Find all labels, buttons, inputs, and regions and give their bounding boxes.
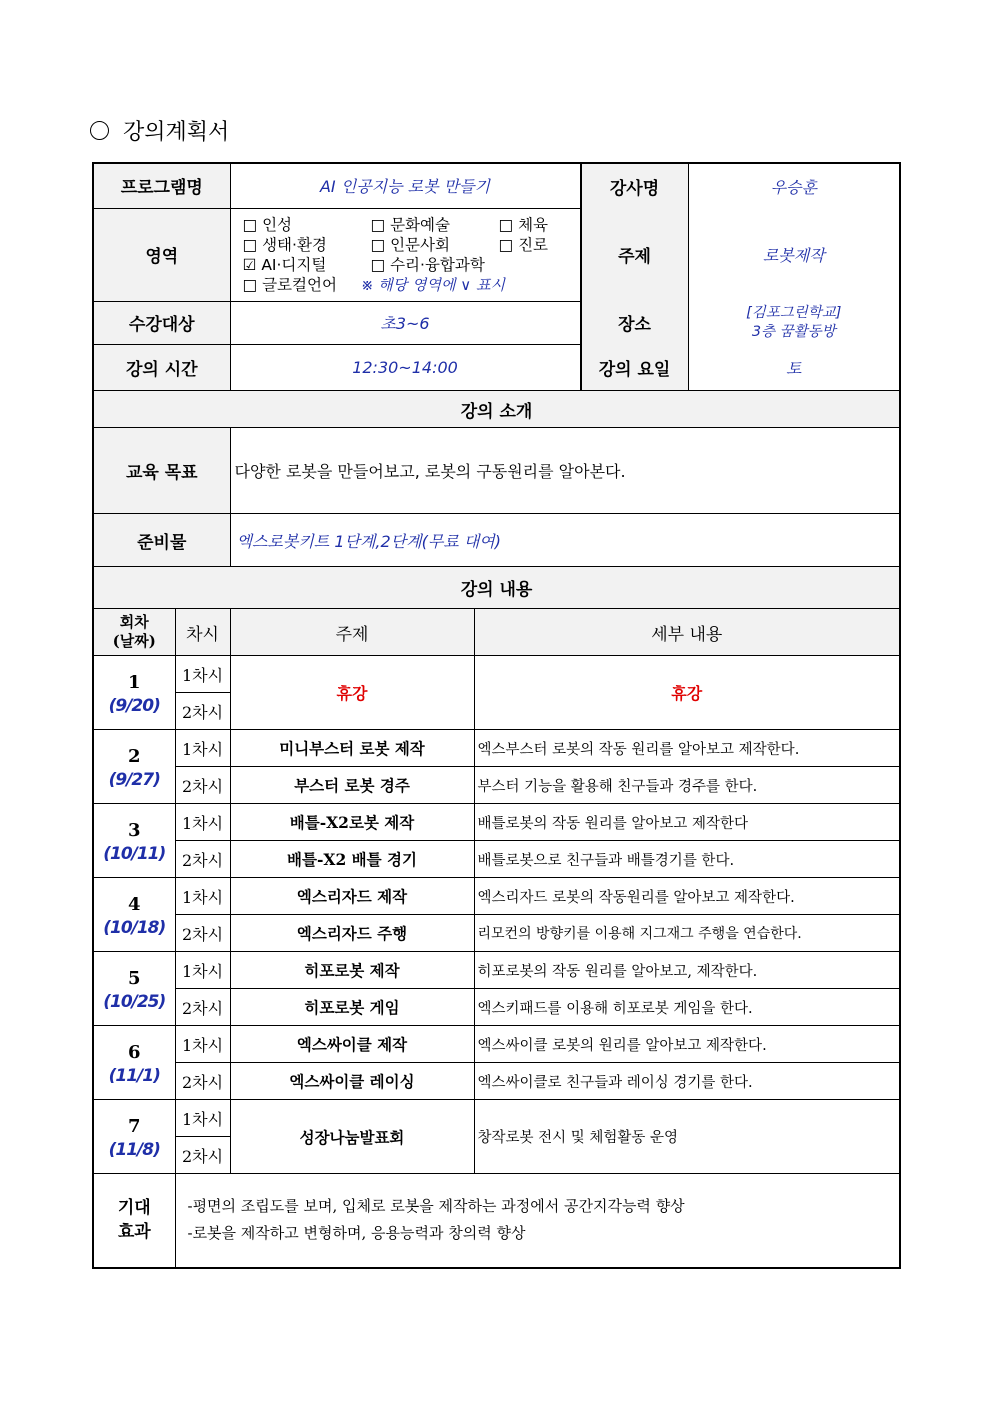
effect-content — [175, 1174, 900, 1268]
area-option-arts[interactable]: □ 문화예술 — [370, 215, 450, 234]
session-topic: 미니부스터 로봇 제작 — [230, 730, 474, 767]
time-value: 12:30~14:00 — [230, 344, 580, 391]
session-topic: 엑스리자드 주행 — [230, 915, 474, 952]
session-number: 1 — [127, 671, 141, 693]
period-cell: 2차시 — [175, 767, 230, 804]
period-cell: 2차시 — [175, 989, 230, 1026]
period-cell: 2차시 — [175, 1063, 230, 1100]
session-date: (9/20) — [108, 695, 160, 716]
area-row-2 — [243, 235, 580, 255]
effect-line1: -평면의 조립도를 보며, 입체로 로봇을 제작하는 과정에서 공간지각능력 향상 — [187, 1197, 685, 1216]
session-1-topic: 휴강 — [230, 656, 474, 730]
time-label: 강의 시간 — [93, 344, 230, 391]
session-number: 3 — [127, 819, 141, 841]
session-date: (10/11) — [103, 843, 166, 864]
session-detail: 엑스싸이클 로봇의 원리를 알아보고 제작한다. — [474, 1026, 900, 1063]
session-topic: 배틀-X2로봇 제작 — [230, 804, 474, 841]
session-number: 7 — [127, 1115, 141, 1137]
session-detail: 배틀로봇의 작동 원리를 알아보고 제작한다 — [474, 804, 900, 841]
goal-label: 교육 목표 — [93, 428, 230, 514]
place-value-line2: 3층 꿈활동방 — [751, 323, 836, 340]
session-topic: 엑스싸이클 제작 — [230, 1026, 474, 1063]
session-5-round — [93, 952, 175, 1026]
period-cell: 1차시 — [175, 878, 230, 915]
session-2-round — [93, 730, 175, 804]
period-cell: 2차시 — [175, 1137, 230, 1174]
session-1-detail: 휴강 — [474, 656, 900, 730]
session-4-round — [93, 878, 175, 952]
topic-label: 주제 — [581, 208, 688, 301]
session-topic: 히포로봇 게임 — [230, 989, 474, 1026]
area-option-global-language[interactable]: □ 글로컬언어 — [242, 275, 337, 294]
instructor-value: 우승훈 — [770, 177, 817, 197]
target-value: 초3~6 — [230, 301, 580, 344]
area-option-ai-digital[interactable]: ☑ AI·디지털 — [242, 255, 327, 274]
header-period: 차시 — [175, 609, 230, 656]
session-detail: 엑스리자드 로봇의 작동원리를 알아보고 제작한다. — [474, 878, 900, 915]
topic-value: 로봇제작 — [762, 246, 825, 265]
session-7-topic: 성장나눔발표회 — [230, 1100, 474, 1174]
document-title-text: 강의계획서 — [123, 120, 230, 145]
header-detail: 세부 내용 — [474, 609, 900, 656]
period-cell: 2차시 — [175, 915, 230, 952]
period-cell: 1차시 — [175, 730, 230, 767]
session-detail: 히포로봇의 작동 원리를 알아보고, 제작한다. — [474, 952, 900, 989]
program-name-label: 프로그램명 — [93, 163, 230, 208]
circle-bullet-icon — [90, 121, 109, 140]
session-6-round — [93, 1026, 175, 1100]
session-topic: 부스터 로봇 경주 — [230, 767, 474, 804]
session-detail: 부스터 기능을 활용해 친구들과 경주를 한다. — [474, 767, 900, 804]
session-date: (11/1) — [108, 1065, 160, 1086]
place-value — [688, 301, 899, 344]
session-topic: 엑스리자드 제작 — [230, 878, 474, 915]
area-option-pe[interactable]: □ 체육 — [498, 215, 549, 234]
area-row-1 — [243, 215, 580, 235]
area-row-3 — [243, 255, 580, 275]
session-detail: 엑스싸이클로 친구들과 레이싱 경기를 한다. — [474, 1063, 900, 1100]
effect-line2: -로봇을 제작하고 변형하며, 응용능력과 창의력 향상 — [187, 1224, 526, 1243]
materials-value: 엑스로봇키트 1단계,2단계(무료 대여) — [230, 514, 900, 567]
period-cell: 1차시 — [175, 804, 230, 841]
area-checkbox-group — [230, 208, 580, 301]
session-number: 4 — [127, 893, 141, 915]
day-label: 강의 요일 — [581, 344, 688, 390]
session-topic: 엑스싸이클 레이싱 — [230, 1063, 474, 1100]
period-cell: 1차시 — [175, 952, 230, 989]
header-topic: 주제 — [230, 609, 474, 656]
day-value: 토 — [786, 358, 802, 378]
intro-section-title: 강의 소개 — [93, 391, 900, 428]
session-date: (11/8) — [108, 1139, 160, 1160]
program-name-value: AI 인공지능 로봇 만들기 — [230, 163, 580, 208]
period-cell: 1차시 — [175, 1100, 230, 1137]
effect-label — [93, 1174, 175, 1268]
period-cell: 1차시 — [175, 656, 230, 693]
area-option-character[interactable]: □ 인성 — [242, 215, 293, 234]
session-date: (10/18) — [103, 917, 166, 938]
area-option-career[interactable]: □ 진로 — [498, 235, 549, 254]
session-detail: 엑스키패드를 이용해 히포로봇 게임을 한다. — [474, 989, 900, 1026]
period-cell: 2차시 — [175, 693, 230, 730]
area-option-humanities[interactable]: □ 인문사회 — [370, 235, 450, 254]
session-1-round — [93, 656, 175, 730]
session-detail: 리모컨의 방향키를 이용해 지그재그 주행을 연습한다. — [474, 915, 900, 952]
place-value-line1: [김포그린학교] — [746, 304, 842, 321]
session-7-round — [93, 1100, 175, 1174]
session-date: (10/25) — [103, 991, 166, 1012]
session-number: 6 — [127, 1041, 141, 1063]
content-section-title: 강의 내용 — [93, 567, 900, 609]
effect-label-line2: 효과 — [117, 1222, 151, 1243]
goal-value: 다양한 로봇을 만들어보고, 로봇의 구동원리를 알아본다. — [230, 428, 900, 514]
target-label: 수강대상 — [93, 301, 230, 344]
session-date: (9/27) — [108, 769, 160, 790]
session-topic: 배틀-X2 배틀 경기 — [230, 841, 474, 878]
lecture-plan-table — [92, 162, 901, 1269]
period-cell: 1차시 — [175, 1026, 230, 1063]
session-number: 5 — [127, 967, 141, 989]
place-label: 장소 — [581, 301, 688, 344]
session-7-detail: 창작로봇 전시 및 체험활동 운영 — [474, 1100, 900, 1174]
area-label: 영역 — [93, 208, 230, 301]
area-row-4 — [243, 275, 580, 295]
header-round-text: 회차 — [119, 613, 149, 631]
area-option-math-science[interactable]: □ 수리·융합과학 — [370, 255, 485, 274]
area-option-ecology[interactable]: □ 생태·환경 — [242, 235, 327, 254]
header-round-sub: (날짜) — [112, 632, 156, 650]
document-title — [90, 115, 229, 146]
area-note: ※ 해당 영역에 ∨ 표시 — [360, 275, 505, 294]
header-round — [93, 609, 175, 656]
instructor-label: 강사명 — [581, 164, 688, 208]
materials-label: 준비물 — [93, 514, 230, 567]
session-topic: 히포로봇 제작 — [230, 952, 474, 989]
period-cell: 2차시 — [175, 841, 230, 878]
session-number: 2 — [127, 745, 141, 767]
session-detail: 배틀로봇으로 친구들과 배틀경기를 한다. — [474, 841, 900, 878]
session-detail: 엑스부스터 로봇의 작동 원리를 알아보고 제작한다. — [474, 730, 900, 767]
effect-label-line1: 기대 — [117, 1198, 151, 1219]
session-3-round — [93, 804, 175, 878]
